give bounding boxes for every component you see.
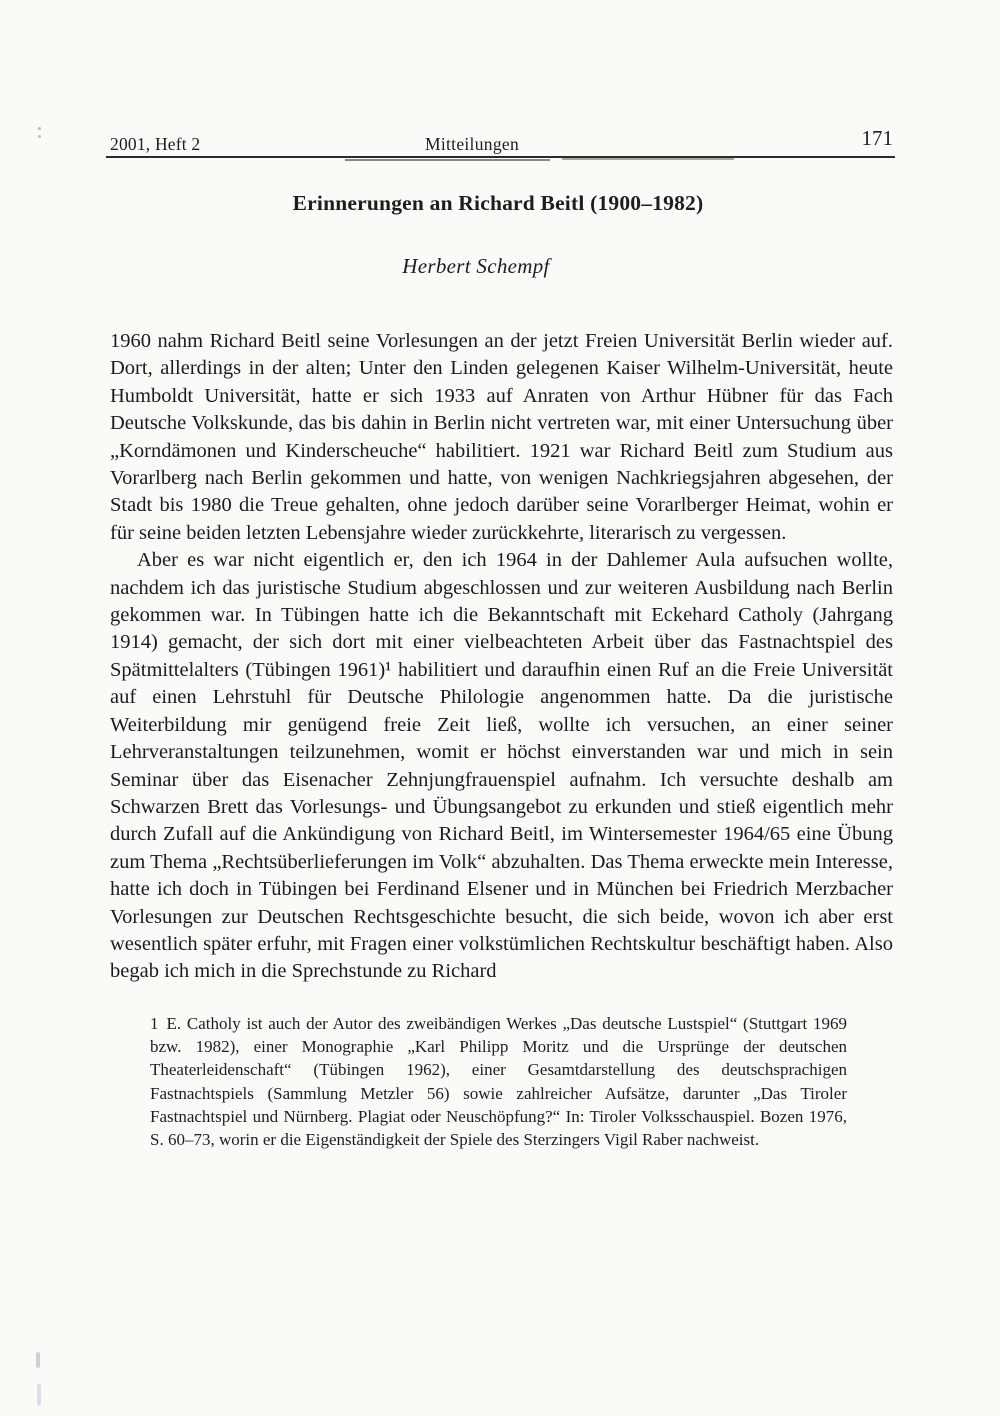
body-paragraph-2: Aber es war nicht eigentlich er, den ich 1964 in der Dahlemer Aula aufsuchen wollte, nachdem ich das juristische Studium abgeschlossen und zur weiteren Ausbildung nach Berlin gekommen war. In Tübingen hatte ich die Bekanntschaft mit Eckehard Catholy (Jahrgang 1914) gemacht, der sich dort mit einer vielbeachteten Arbeit über das Fastnachtspiel des Spätmittelalters (Tübingen 1961)¹ habilitiert und daraufhin einen Ruf an die Freie Universität auf einen Lehrstuhl für Deutsche Philologie angenommen hatte. Da die juristische Weiterbildung mir genügend freie Zeit ließ, wollte ich versuchen, an einer seiner Lehrveranstaltungen teilzunehmen, womit er höchst einverstanden war und mich in sein Seminar über das Eisenacher Zehnjungfrauenspiel aufnahm. Ich versuchte deshalb am Schwarzen Brett das Vorlesungs- und Übungsangebot zu erkunden und stieß eigentlich mehr durch Zufall auf die Ankündigung von Richard Beitl, im Wintersemester 1964/65 eine Übung zum Thema „Rechtsüberlieferungen im Volk“ abzuhalten. Das Thema erweckte mein Interesse, hatte ich doch in Tübingen bei Ferdinand Elsener und in München bei Friedrich Merzbacher Vorlesungen zur Deutschen Rechtsgeschichte besucht, die sich beide, wovon ich aber erst wesentlich später erfuhr, mit Fragen einer volkstümlichen Rechtskultur beschäftigt haben. Also begab ich mich in die Sprechstunde zu Richard xyxy=(110,549,893,983)
body-paragraph-1: 1960 nahm Richard Beitl seine Vorlesungen an der jetzt Freien Universität Berlin wieder auf. Dort, allerdings in der alten; Unter den Linden gelegenen Kaiser Wilhelm-Universität, heute Humboldt Universität, hatte er sich 1933 auf Anraten von Arthur Hübner für das Fach Deutsche Volkskunde, das bis dahin in Berlin nicht vertreten war, mit einer Untersuchung über „Korndämonen und Kinderscheuche“ habilitiert. 1921 war Richard Beitl zum Studium aus Vorarlberg nach Berlin gekommen und hatte, von wenigen Nachkriegsjahren abgesehen, der Stadt bis 1980 die Treue gehalten, ohne jedoch darüber seine Vorarlberger Heimat, wohin er für seine beiden letzten Lebensjahre wieder zurückkehrte, literarisch zu vergessen. xyxy=(110,330,893,544)
header-rule-artifact-center xyxy=(345,159,550,161)
scan-artifact-top xyxy=(38,127,41,130)
scan-artifact-bottom-2 xyxy=(37,1384,41,1406)
article-body xyxy=(0,328,1000,1152)
footnote xyxy=(150,1012,847,1152)
header-rule-artifact-right xyxy=(562,158,734,160)
article-author: Herbert Schempf xyxy=(402,254,550,278)
article-title: Erinnerungen an Richard Beitl (1900–1982) xyxy=(292,191,704,215)
scan-artifact-bottom-1 xyxy=(36,1352,40,1368)
header-issue-info: 2001, Heft 2 xyxy=(110,134,201,154)
footnote-text: E. Catholy ist auch der Autor des zweibändigen Werkes „Das deutsche Lustspiel“ (Stuttgart 1969 bzw. 1982), einer Monographie „Karl Philipp Moritz und die Ursprünge der deutschen Theaterleidenschaft“ (Tübingen 1962), einer Gesamtdarstellung des deutschsprachigen Fastnachtspiels (Sammlung Metzler 56) sowie zahlreicher Aufsätze, darunter „Das Tiroler Fastnachtspiel und Nürnberg. Plagiat oder Neuschöpfung?“ In: Tiroler Volksschauspiel. Bozen 1976, S. 60–73, worin er die Eigenständigkeit der Spiele des Sterzingers Vigil Raber nachweist. xyxy=(150,1013,847,1150)
header-rule xyxy=(106,156,895,158)
header-journal-title: Mitteilungen xyxy=(424,134,519,154)
footnote-marker: 1 xyxy=(150,1013,159,1033)
header-page-number: 171 xyxy=(861,126,893,150)
